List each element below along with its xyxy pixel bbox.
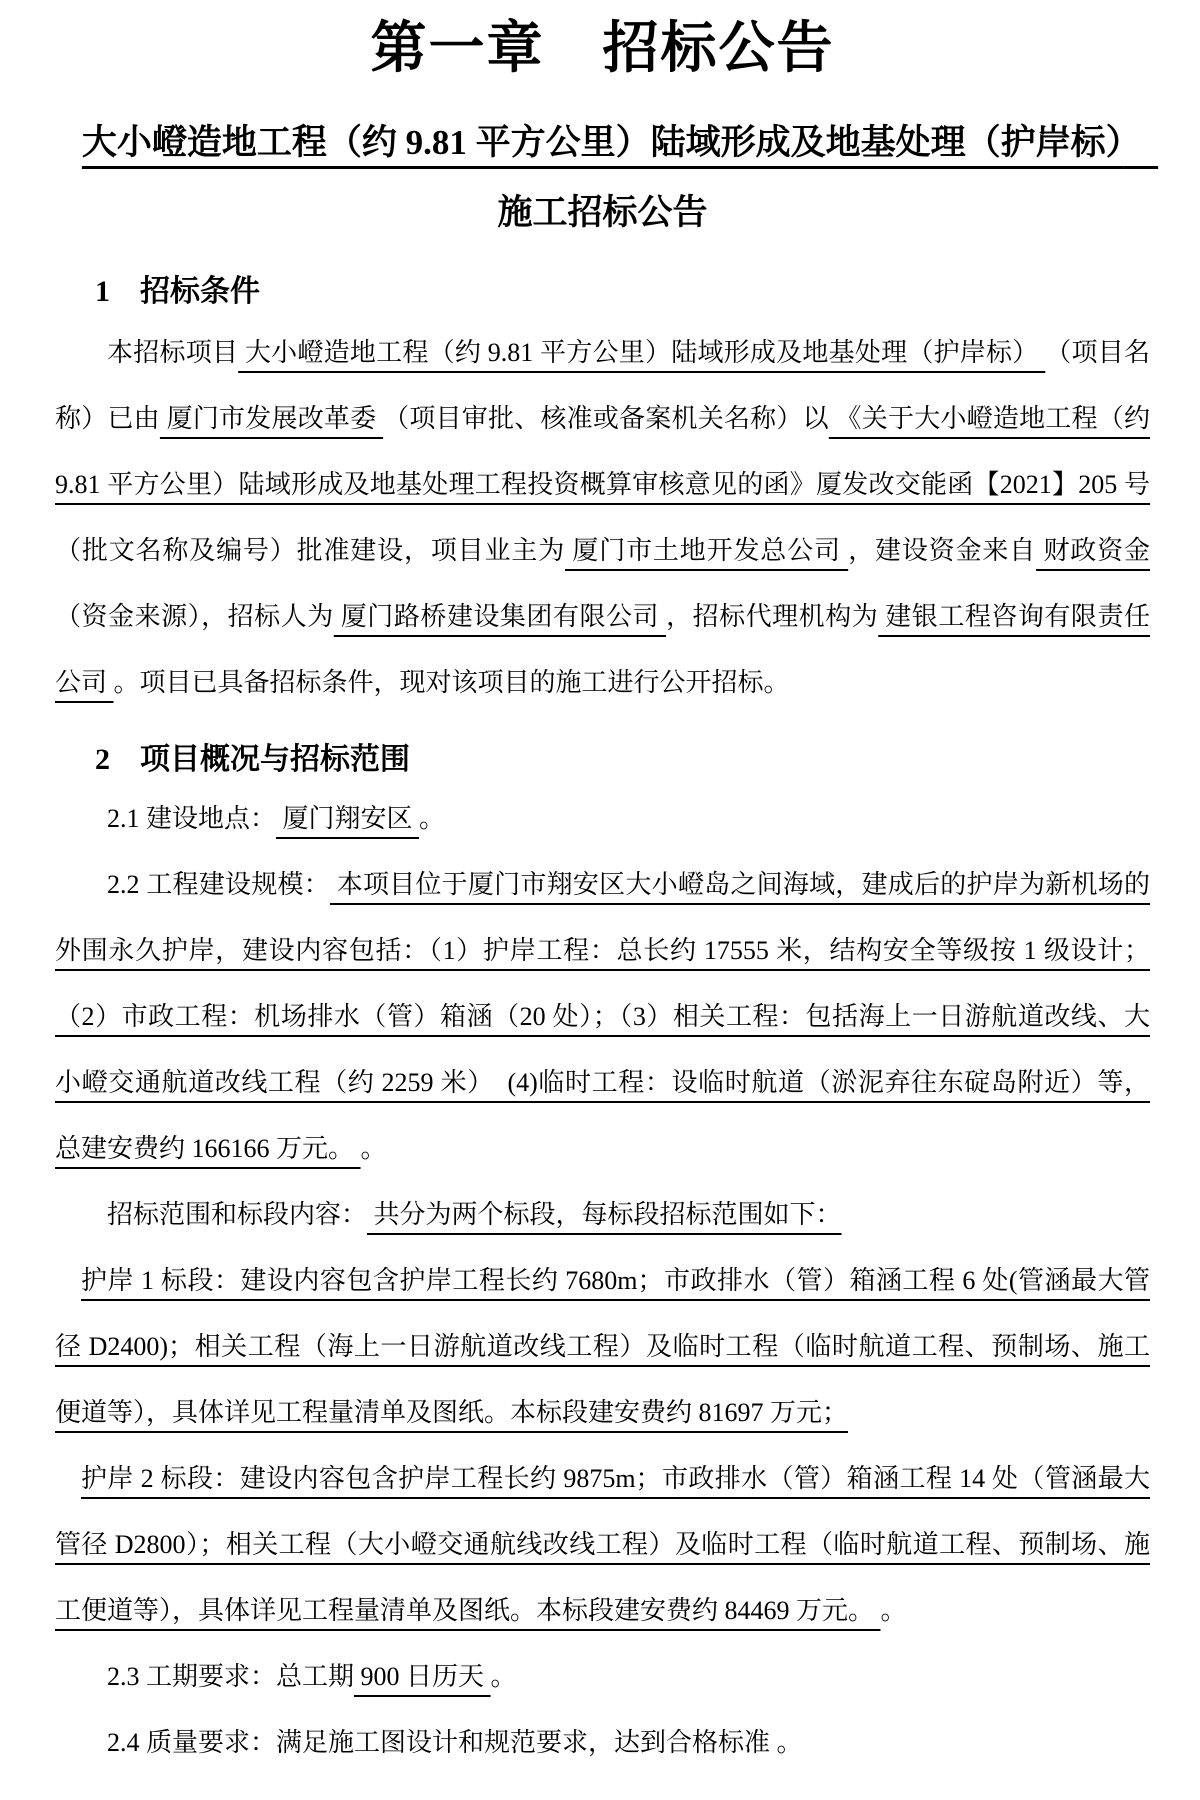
para-project-scale [55,852,1150,1182]
text-run: 2.4 质量要求：满足施工图设计和规范要求，达到合格标准 。 [107,1728,803,1757]
text-run: 。 [419,804,446,833]
field-bid1-detail: 护岸 1 标段：建设内容包含护岸工程长约 7680m；市政排水（管）箱涵工程 6 处(管涵最大管径 D2400)；相关工程（海上一日游航道改线工程）及临时工程（临时航道工程、预制场、施工便道等），具体详见工程量清单及图纸。本标段建安费约 81697 万元； [55,1266,1150,1427]
para-tender-scope [55,1182,1150,1248]
para-bid-section-2 [55,1446,1150,1644]
para-bid-section-1 [55,1248,1150,1446]
text-run: ，建设资金来自 [848,536,1037,565]
text-run: 。项目已具备招标条件，现对该项目的施工进行公开招标。 [113,668,790,697]
field-approval-document: 《关于大小嶝造地工程（约 9.81 平方公里）陆域形成及地基处理工程投资概算审核意见的函》厦发改交能函【2021】205 号 [55,404,1150,499]
para-location [55,786,1150,852]
subtitle-suffix: 施工招标公告 [497,193,708,232]
text-run: 2.3 工期要求：总工期 [107,1662,355,1691]
para-tender-conditions [55,320,1150,716]
text-run: （批文名称及编号）批准建设，项目业主为 [55,536,566,565]
doc-subtitle [65,108,1159,248]
text-run: 招标范围和标段内容： [107,1200,368,1229]
text-run: （资金来源），招标人为 [55,602,334,631]
para-quality [55,1710,1150,1776]
text-run: 。 [360,1134,387,1163]
para-duration [55,1644,1150,1710]
field-scope-detail: 共分为两个标段，每标段招标范围如下： [367,1200,842,1229]
field-location: 厦门翔安区 [276,804,420,833]
text-run: （项目名称）已由 [55,338,1150,433]
text-run: 2.2 工程建设规模： [107,870,330,899]
field-bid2-detail: 护岸 2 标段：建设内容包含护岸工程长约 9875m；市政排水（管）箱涵工程 14 处（管涵最大管径 D2800）；相关工程（大小嶝交通航线改线工程）及临时工程（临时航道工程、预制场、施工便道等），具体详见工程量清单及图纸。本标段建安费约 84469 万元。 [55,1464,1150,1625]
field-scale-detail: 本项目位于厦门市翔安区大小嶝岛之间海域，建成后的护岸为新机场的外围永久护岸，建设内容包括：（1）护岸工程：总长约 17555 米，结构安全等级按 1 级设计；（2）市政工程：机场排水（管）箱涵（20 处）；（3）相关工程：包括海上一日游航道改线、大小嶝交通航道改线工程（约 2259 米） (4)临时工程：设临时航道（淤泥弃往东碇岛附近）等，总建安费约 166166 万元。 [55,870,1150,1163]
field-tenderer: 厦门路桥建设集团有限公司 [333,602,667,631]
text-run: 。 [490,1662,517,1691]
field-duration: 900 日历天 [354,1662,491,1691]
section-2-heading: 2 项目概况与招标范围 [95,743,410,776]
section-1-heading: 1 招标条件 [95,275,260,308]
text-run: 本招标项目 [107,338,239,367]
field-project-owner: 厦门市土地开发总公司 [565,536,849,565]
field-tender-agency: 建银工程咨询有限责任公司 [55,602,1150,697]
field-funding-source: 财政资金 [1036,536,1150,565]
field-approval-authority: 厦门市发展改革委 [159,404,384,433]
text-run: 2.1 建设地点： [107,804,277,833]
subtitle-project-name: 大小嶝造地工程（约 9.81 平方公里）陆域形成及地基处理（护岸标） [81,123,1159,162]
text-run: 。 [880,1596,907,1625]
text-run: ，招标代理机构为 [666,602,879,631]
field-project-name: 大小嶝造地工程（约 9.81 平方公里）陆域形成及地基处理（护岸标） [238,338,1046,367]
chapter-title: 第一章 招标公告 [370,18,835,80]
text-run: （项目审批、核准或备案机关名称）以 [383,404,829,433]
